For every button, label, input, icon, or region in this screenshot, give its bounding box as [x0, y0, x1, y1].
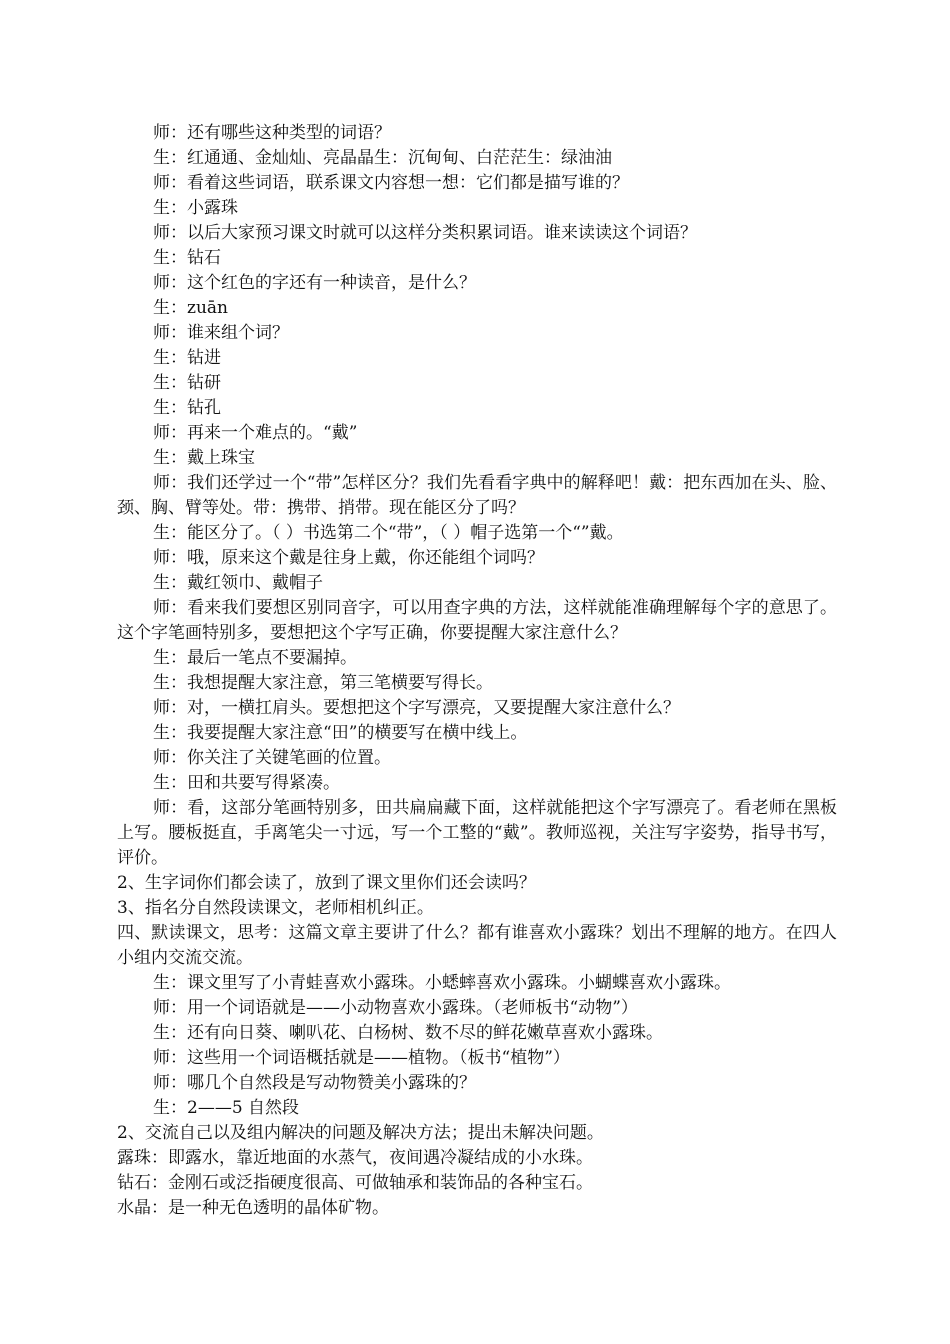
text-line: 生：红通通、金灿灿、亮晶晶生：沉甸甸、白茫茫生：绿油油 — [153, 148, 612, 168]
text-paragraph: 师：看，这部分笔画特别多，田共扁扁藏下面，这样就能把这个字写漂亮了。看老师在黑板上写。腰板挺直，手离笔尖一寸远，写一个工整的“戴”。教师巡视，关注写字姿势，指导书写，评价。 — [117, 798, 837, 868]
text-line: 钻石：金刚石或泛指硬度很高、可做轴承和装饰品的各种宝石。 — [117, 1173, 593, 1193]
text-line: 师：谁来组个词？ — [153, 323, 289, 343]
text-line: 生：戴上珠宝 — [153, 448, 255, 468]
text-line: 生：田和共要写得紧凑。 — [153, 773, 340, 793]
text-line: 生：zuān — [153, 298, 228, 318]
text-line: 生：钻研 — [153, 373, 221, 393]
text-line: 生：我要提醒大家注意“田”的横要写在横中线上。 — [153, 723, 528, 743]
text-paragraph: 师：我们还学过一个“带”怎样区分？我们先看看字典中的解释吧！戴：把东西加在头、脸、颈、胸、臂等处。带：携带、捎带。现在能区分了吗？ — [117, 473, 837, 518]
text-line: 师：以后大家预习课文时就可以这样分类积累词语。谁来读读这个词语？ — [153, 223, 697, 243]
text-line: 师：这些用一个词语概括就是——植物。（板书“植物”） — [153, 1048, 570, 1068]
text-line: 师：对，一横扛肩头。要想把这个字写漂亮，又要提醒大家注意什么？ — [153, 698, 680, 718]
text-line: 师：还有哪些这种类型的词语？ — [153, 123, 391, 143]
text-line: 师：你关注了关键笔画的位置。 — [153, 748, 391, 768]
text-line: 生：钻进 — [153, 348, 221, 368]
text-line: 露珠：即露水，靠近地面的水蒸气，夜间遇冷凝结成的小水珠。 — [117, 1148, 593, 1168]
text-line: 师：这个红色的字还有一种读音，是什么？ — [153, 273, 476, 293]
text-line: 生：小露珠 — [153, 198, 238, 218]
text-line: 2、生字词你们都会读了，放到了课文里你们还会读吗？ — [117, 873, 536, 893]
text-line: 生：还有向日葵、喇叭花、白杨树、数不尽的鲜花嫩草喜欢小露珠。 — [153, 1023, 663, 1043]
text-line: 师：再来一个难点的。“戴” — [153, 423, 358, 443]
text-line: 师：看着这些词语，联系课文内容想一想：它们都是描写谁的？ — [153, 173, 629, 193]
text-line: 水晶：是一种无色透明的晶体矿物。 — [117, 1198, 389, 1218]
text-line: 生：我想提醒大家注意，第三笔横要写得长。 — [153, 673, 493, 693]
text-line: 生：最后一笔点不要漏掉。 — [153, 648, 357, 668]
text-line: 2、交流自己以及组内解决的问题及解决方法；提出未解决问题。 — [117, 1123, 604, 1143]
text-line: 师：哦，原来这个戴是往身上戴，你还能组个词吗？ — [153, 548, 544, 568]
text-line: 生：钻石 — [153, 248, 221, 268]
text-line: 生：钻孔 — [153, 398, 221, 418]
text-line: 生：戴红领巾、戴帽子 — [153, 573, 323, 593]
text-line: 师：用一个词语就是——小动物喜欢小露珠。（老师板书“动物”） — [153, 998, 638, 1018]
text-line: 生：2——5 自然段 — [153, 1098, 300, 1118]
text-line: 生：课文里写了小青蛙喜欢小露珠。小蟋蟀喜欢小露珠。小蝴蝶喜欢小露珠。 — [153, 973, 731, 993]
text-line: 师：哪几个自然段是写动物赞美小露珠的？ — [153, 1073, 476, 1093]
text-line: 3、指名分自然段读课文，老师相机纠正。 — [117, 898, 434, 918]
text-line: 生：能区分了。（ ）书选第二个“带”，（ ）帽子选第一个“”戴。 — [153, 523, 624, 543]
document-page — [117, 121, 837, 1221]
section-heading: 四、默读课文，思考：这篇文章主要讲了什么？都有谁喜欢小露珠？划出不理解的地方。在四人小组内交流交流。 — [117, 923, 837, 968]
text-paragraph: 师：看来我们要想区别同音字，可以用查字典的方法，这样就能准确理解每个字的意思了。这个字笔画特别多，要想把这个字写正确，你要提醒大家注意什么？ — [117, 598, 837, 643]
